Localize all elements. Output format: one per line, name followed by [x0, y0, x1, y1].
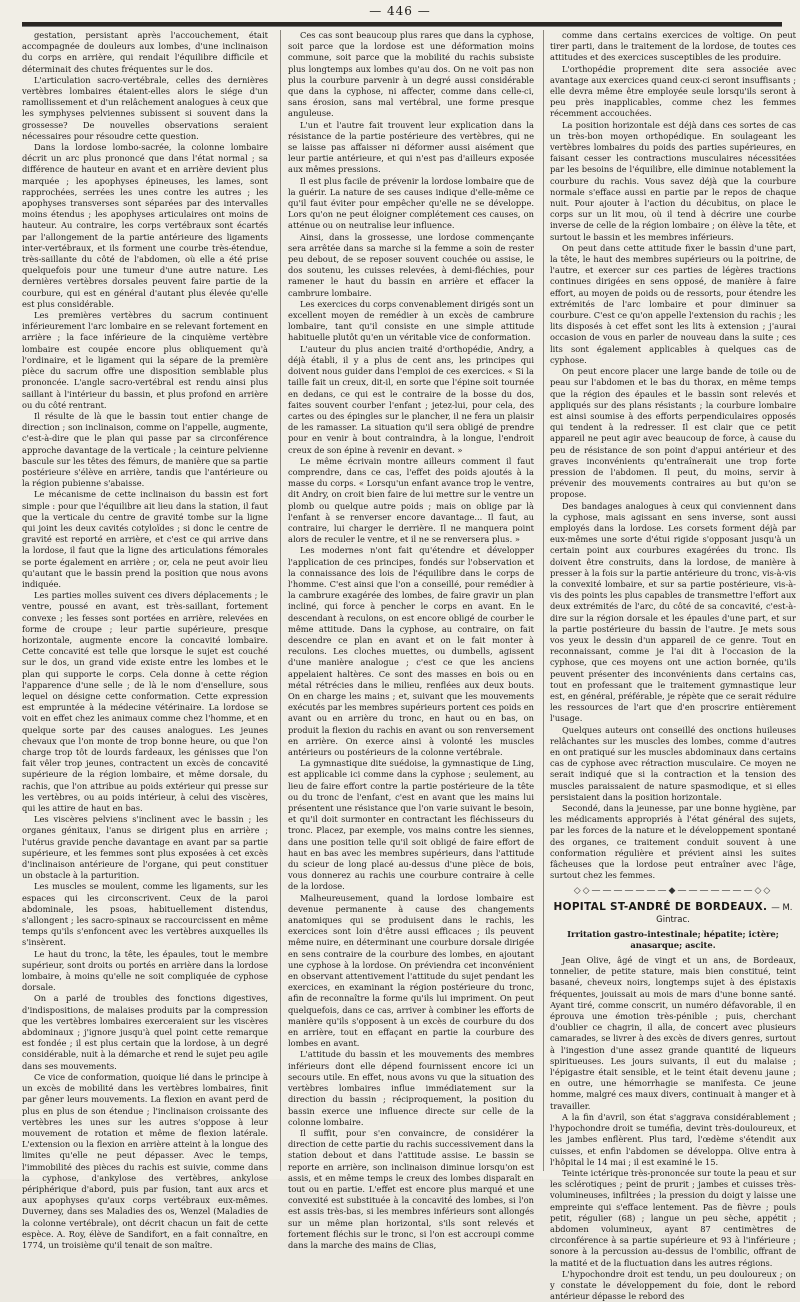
paragraph: Il est plus facile de prévenir la lordose lombaire que de la guérir. La nature de ses causes indique d'elle-même ce qu'il faut éviter pour empêcher qu'elle ne se développe. Lors qu'on ne peut éloigner complétement ces causes, on atténue ou on neutralise leur influence.: [288, 175, 534, 231]
paragraph: Les muscles se moulent, comme les ligaments, sur les espaces qui les circonscrivent. Ceux de la paroi abdominale, les psoas, habituellement distendus, s'allongent ; les sacro-spinaux se raccourcissent en même temps qu'ils s'enfoncent avec les vertèbres auxquelles ils s'insèrent.: [22, 881, 268, 948]
paragraph: On peut dans cette attitude fixer le bassin d'une part, la tête, le haut des membres supérieurs ou la poitrine, de l'autre, et exercer sur ces parties de légères tractions continues dirigées en sens opposé, de manière à faire effort, au moyen de poids ou de ressorts, pour étendre les extrémités de l'arc lombaire et pour diminuer sa courbure. C'est ce qu'on appelle l'extension du rachis ; les lits disposés à cet effet sont les lits à extension ; j'aurai occasion de vous en parler de nouveau dans la suite ; ces lits sont également applicables à quelques cas de cyphose.: [550, 242, 796, 365]
paragraph: Les parties molles suivent ces divers déplacements ; le ventre, poussé en avant, est très-saillant, fortement convexe ; les fesses sont portées en arrière, relevées en forme de croupe ; leur partie supérieure, presque horizontale, augmente encore la concavité lombaire. Cette concavité est telle que lorsque le sujet est couché sur le dos, un grand vide existe entre les lombes et le plan qui supporte le corps. Cela donne à cette région l'apparence d'une selle ; de là le nom d'ensellure, sous lequel on désigne cette conformation. Cette expression est empruntée à la médecine vétérinaire. La lordose se voit en effet chez les animaux comme chez l'homme, et en quelque sorte par des causes analogues. Les jeunes chevaux que l'on monte de trop bonne heure, ou que l'on charge trop tôt de lourds fardeaux, les génisses que l'on fait vêler trop jeunes, contractent un excès de concavité supérieure de la région lombaire, et même dorsale, du rachis, que l'on attribue au poids extérieur qui presse sur les vertèbres, ou au poids intérieur, à celui des viscères, qui les attire de haut en bas.: [22, 590, 268, 814]
paragraph: Secondé, dans la jeunesse, par une bonne hygiène, par les médicaments appropriés à l'état général des sujets, par les forces de la nature et le développement spontané des organes, ce traitement conduit souvent à une conformation régulière et prévient ainsi les suites fâcheuses que la lordose peut entraîner avec l'âge, surtout chez les femmes.: [550, 803, 796, 881]
paragraph: Le mécanisme de cette inclinaison du bassin est fort simple : pour que l'équilibre ait lieu dans la station, il faut que la verticale du centre de gravité tombe sur la ligne qui joint les deux cavités cotyloïdes ; si donc le centre de gravité est reporté en arrière, et c'est ce qui arrive dans la lordose, il faut que la ligne des articulations fémorales se porte également en arrière ; or, cela ne peut avoir lieu qu'autant que le bassin prend la position que nous avons indiquée.: [22, 489, 268, 589]
paragraph: comme dans certains exercices de voltige. On peut tirer parti, dans le traitement de la lordose, de toutes ces attitudes et des exercices susceptibles de les produire.: [550, 30, 796, 63]
paragraph: Malheureusement, quand la lordose lombaire est devenue permanente à cause des changements anatomiques qui se produisent dans le rachis, les exercices sont loin d'être aussi efficaces ; ils peuvent même nuire, en déterminant une courbure dorsale dirigée en sens contraire de la courbure des lombes, en ajoutant une cyphose à la lordose. On préviendra cet inconvénient en observant attentivement l'attitude du sujet pendant les exercices, en examinant la région postérieure du tronc, afin de reconnaître la forme qu'ils lui impriment. On peut quelquefois, dans ce cas, arriver à combiner les efforts de manière qu'ils s'opposent à un excès de courbure du dos en arrière, tout en effaçant en partie la courbure des lombes en avant.: [288, 892, 534, 1049]
paragraph: Le haut du tronc, la tête, les épaules, tout le membre supérieur, sont droits ou portés en arrière dans la lordose lombaire, à moins qu'elle ne soit compliquée de cyphose dorsale.: [22, 948, 268, 993]
section-ornament: ◇◇———————◆———————◇◇: [573, 886, 773, 897]
column-middle: [288, 30, 534, 1250]
column-left: [22, 30, 268, 1250]
column-divider: [543, 30, 544, 1171]
paragraph: Ces cas sont beaucoup plus rares que dans la cyphose, soit parce que la lordose est une déformation moins commune, soit parce que la mobilité du rachis subsiste plus longtemps aux lombes qu'au dos. On ne voit pas non plus la courbure parvenir à un degré aussi considérable que dans la cyphose, ni affecter, comme dans celle-ci, sans érosion, sans mal vertébral, une forme presque anguleuse.: [288, 30, 534, 119]
paragraph: La position horizontale est déjà dans ces sortes de cas un très-bon moyen orthopédique. En soulageant les vertèbres lombaires du poids des parties supérieures, en faisant cesser les contractions musculaires nécessitées par les besoins de l'équilibre, elle diminue notablement la courbure du rachis. Vous savez déjà que la courbure normale s'efface aussi en partie par le repos de chaque nuit. Pour ajouter à l'action du décubitus, on place le corps sur un lit mou, où il tend à décrire une courbe inverse de celle de la région lombaire ; on élève la tête, et surtout le bassin et les membres inférieurs.: [550, 119, 796, 242]
paragraph: Les viscères pelviens s'inclinent avec le bassin ; les organes génitaux, l'anus se dirigent plus en arrière ; l'utérus gravide penche davantage en avant par sa partie supérieure, et les femmes sont plus exposées à cet excès d'inclinaison antérieure de l'organe, qui peut constituer un obstacle à la parturition.: [22, 814, 268, 881]
section-heading: [550, 902, 796, 926]
paragraph: A la fin d'avril, son état s'aggrava considérablement ; l'hypochondre droit se tuméfia, devint très-douloureux, et les jambes enflèrent. Plus tard, l'œdème s'étendit aux cuisses, et enfin l'abdomen se développa. Olive entra à l'hôpital le 14 mai ; il est examiné le 15.: [550, 1111, 796, 1167]
lordose-conclusion: [550, 30, 796, 881]
paragraph: gestation, persistant après l'accouchement, était accompagnée de douleurs aux lombes, d'une inclinaison du corps en arrière, qui rendait l'équilibre difficile et déterminait des chutes fréquentes sur le dos.: [22, 30, 268, 74]
paragraph: Quelques auteurs ont conseillé des onctions huileuses relâchantes sur les muscles des lombes, comme d'autres en ont pratiqué sur les muscles abdominaux dans certains cas de cyphose avec rétraction musculaire. Ce moyen ne serait indiqué que si la contraction et la tension des muscles paraissaient de nature spasmodique, et si elles persistaient dans la position horizontale.: [550, 724, 796, 802]
paragraph: Teinte ictérique très-prononcée sur toute la peau et sur les sclérotiques ; peint de prurit ; jambes et cuisses très-volumineuses, infiltrées ; la pression du doigt y laisse une empreinte qui s'efface lentement. Pas de fièvre ; pouls petit, régulier (68) ; langue un peu sèche, appétit ; abdomen volumineux, ayant 87 centimètres de circonférence à sa partie supérieure et 93 à l'inférieure ; sonore à la percussion au-dessus de l'ombilic, offrant de la matité et de la fluctuation dans les autres régions.: [550, 1167, 796, 1268]
paragraph: L'orthopédie proprement dite sera associée avec avantage aux exercices quand ceux-ci seront insuffisants ; elle devra même être employée seule lorsqu'ils seront à peu près inapplicables, comme chez les femmes récemment accouchées.: [550, 63, 796, 119]
paragraph: Les premières vertèbres du sacrum continuent inférieurement l'arc lombaire en se relevant fortement en arrière ; la face inférieure de la cinquième vertèbre lombaire est coupée encore plus obliquement qu'à l'ordinaire, et le ligament qui la sépare de la première pièce du sacrum offre une disposition semblable plus prononcée. L'angle sacro-vertébral est rendu ainsi plus saillant à l'intérieur du bassin, et plus profond en arrière ou du côté rentrant.: [22, 310, 268, 410]
page-number: — 446 —: [369, 4, 431, 18]
paragraph: L'auteur du plus ancien traité d'orthopédie, Andry, a déjà établi, il y a plus de cent ans, les principes qui doivent nous guider dans l'emploi de ces exercices. « Si la taille fait un creux, dit-il, en sorte que l'épine soit tournée en dedans, ce qui est le contraire de la bosse du dos, faites souvent courber l'enfant ; jetez-lui, pour cela, des cartes ou des épingles sur le plancher, il ne fera un plaisir de les ramasser. La situation qu'il sera obligé de prendre pour en venir à bout contraindra, à la longue, l'endroit creux de son épine à revenir en devant. »: [288, 343, 534, 455]
paragraph: On a parlé de troubles des fonctions digestives, d'indispositions, de malaises produits par la compression que les vertèbres lombaires exerceraient sur les viscères abdominaux ; j'ignore jusqu'à quel point cette remarque est fondée ; il est plus certain que la lordose, à un degré considérable, nuit à la démarche et rend le sujet peu agile dans ses mouvements.: [22, 993, 268, 1071]
section-author: — M. Gintrac.: [656, 902, 793, 925]
paragraph: La gymnastique dite suédoise, la gymnastique de Ling, est applicable ici comme dans la cyphose ; seulement, au lieu de faire effort contre la partie postérieure de la tête ou du tronc de l'enfant, c'est en avant que les mains lui présentent une résistance que l'on varie suivant le besoin, et qu'il doit surmonter en contractant les fléchisseurs du tronc. Placez, par exemple, vos mains contre les siennes, dans une position telle qu'il soit obligé de faire effort de haut en bas avec les membres supérieurs, dans l'attitude du scieur de long placé au-dessus d'une pièce de bois, vous donnerez au rachis une courbure contraire à celle de la lordose.: [288, 758, 534, 892]
paragraph: L'un et l'autre fait trouvent leur explication dans la résistance de la partie postérieure des vertèbres, qui ne se laisse pas affaisser ni déformer aussi aisément que leur partie antérieure, et qui n'est pas d'ailleurs exposée aux mêmes pressions.: [288, 119, 534, 175]
case-report: [550, 955, 796, 1302]
paragraph: Il résulte de là que le bassin tout entier change de direction ; son inclinaison, comme on l'appelle, augmente, c'est-à-dire que le plan qui passe par sa circonférence approche davantage de la verticale ; la ceinture pelvienne bascule sur les têtes des fémurs, de manière que sa partie postérieure s'élève en arrière, tandis que l'antérieure ou la région pubienne s'abaisse.: [22, 410, 268, 489]
header-rule: [22, 22, 782, 27]
hospital-name: HOPITAL ST-ANDRÉ DE BORDEAUX.: [553, 900, 768, 913]
paragraph: Jean Olive, âgé de vingt et un ans, de Bordeaux, tonnelier, de petite stature, mais bien constitué, teint basané, cheveux noirs, longtemps sujet à des épistaxis fréquentes, jouissait au mois de mars d'une bonne santé. Ayant tiré, comme conscrit, un numéro défavorable, il en éprouva une émotion très-pénible ; puis, cherchant d'oublier ce chagrin, il alla, de concert avec plusieurs camarades, se livrer à des excès de divers genres, surtout à l'ingestion d'une assez grande quantité de liqueurs spiritueuses. Les jours suivants, il eut du malaise ; l'épigastre était sensible, et le teint était devenu jaune ; en outre, une hémorrhagie se manifesta. Ce jeune homme, malgré ces maux divers, continuait à manger et à travailler.: [550, 955, 796, 1111]
paragraph: Les modernes n'ont fait qu'étendre et développer l'application de ces principes, fondés sur l'observation et la connaissance des lois de l'équilibre dans le corps de l'homme. C'est ainsi que l'on a conseillé, pour remédier à la cambrure exagérée des lombes, de faire gravir un plan incliné, qui force à pencher le corps en avant. En le descendant à reculons, on est encore obligé de courber le même attitude. Dans la cyphose, au contraire, on fait descendre ce plan en avant et on le fait monter à reculons. Les cloches muettes, ou dumbells, agissent d'une manière analogue ; c'est ce que les anciens appelaient haltères. Ce sont des masses en bois ou en métal rétrécies dans le milieu, renflées aux deux bouts. On en charge les mains ; et, suivant que les mouvements exécutés par les membres supérieurs portent ces poids en avant ou en arrière du tronc, en haut ou en bas, on produit la flexion du rachis en avant ou son renversement en arrière. On exerce ainsi à volonté les muscles antérieurs ou postérieurs de la colonne vertébrale.: [288, 545, 534, 757]
paragraph: Il suffit, pour s'en convaincre, de considérer la direction de cette partie du rachis successivement dans la station debout et dans l'attitude assise. Le bassin se reporte en arrière, son inclinaison diminue lorsqu'on est assis, et en même temps le creux des lombes disparaît en tout ou en partie. L'effet est encore plus marqué et une convexité est substituée à la concavité des lombes, si l'on est assis très-bas, si les membres inférieurs sont allongés sur un même plan horizontal, s'ils sont relevés et fortement fléchis sur le tronc, si l'on est accroupi comme dans la marche des mains de Clias,: [288, 1127, 534, 1250]
paragraph: L'attitude du bassin et les mouvements des membres inférieurs dont elle dépend fournissent encore ici un secours utile. En effet, nous avons vu que la situation des vertèbres lombaires influe immédiatement sur la direction du bassin ; réciproquement, la position du bassin exerce une influence directe sur celle de la colonne lombaire.: [288, 1049, 534, 1127]
paragraph: L'articulation sacro-vertébrale, celles des dernières vertèbres lombaires étaient-elles alors le siége d'un ramollissement et d'un relâchement analogues à ceux que les symphyses pelviennes subissent si souvent dans la grossesse? De nouvelles observations seraient nécessaires pour résoudre cette question.: [22, 74, 268, 141]
paragraph: Des bandages analogues à ceux qui conviennent dans la cyphose, mais agissant en sens inverse, sont aussi employés dans la lordose. Les corsets forment déjà par eux-mêmes une sorte d'étui rigide s'opposant jusqu'à un certain point aux courbures exagérées du tronc. Ils doivent être construits, dans la lordose, de manière à presser à la fois sur la partie antérieure du tronc, vis-à-vis la convexité lombaire, et sur sa partie postérieure, vis-à-vis des points les plus capables de transmettre l'effort aux deux extrémités de l'arc, du côté de sa concavité, c'est-à-dire sur la région dorsale et les épaules d'une part, et sur la partie postérieure du bassin de l'autre. Je mets sous vos yeux le dessin d'un appareil de ce genre. Tout en reconnaissant, comme je l'ai dit à l'occasion de la cyphose, que ces moyens ont une action bornée, qu'ils peuvent présenter des inconvénients dans certains cas, tout en professant que le traitement gymnastique leur est, en général, préférable, je répète que ce serait réduire les ressources de l'art que d'en proscrire entièrement l'usage.: [550, 500, 796, 724]
paragraph: Le même écrivain montre ailleurs comment il faut comprendre, dans ce cas, l'effet des poids ajoutés à la masse du corps. « Lorsqu'un enfant avance trop le ventre, dit Andry, on croit bien faire de lui mettre sur le ventre un plomb ou quelque autre poids ; mais on oblige par là l'enfant à se renverser encore davantage... Il faut, au contraire, lui charger le derrière. Il ne manquera point alors de reculer le ventre, et il ne se renversera plus. »: [288, 455, 534, 545]
paragraph: Ainsi, dans la grossesse, une lordose commençante sera arrêtée dans sa marche si la femme a soin de rester peu debout, de se reposer souvent couchée ou assise, le dos soutenu, les cuisses relevées, à demi-fléchies, pour ramener le haut du bassin en arrière et effacer la cambrure lombaire.: [288, 231, 534, 298]
paragraph: Dans la lordose lombo-sacrée, la colonne lombaire décrit un arc plus prononcé que dans l'état normal ; sa différence de hauteur en avant et en arrière devient plus marquée ; les apophyses épineuses, les lames, sont rapprochées, serrées les unes contre les autres ; les apophyses transverses sont séparées par des intervalles moins étendus ; les apophyses articulaires ont moins de hauteur. Au contraire, les corps vertébraux sont écartés par l'allongement de la partie antérieure des ligaments inter-vertébraux, et ils forment une courbe très-étendue, très-saillante du côté de l'abdomen, où elle a été prise quelquefois pour une tumeur d'une autre nature. Les dernières vertèbres dorsales peuvent faire partie de la courbure, qui est en général d'autant plus élevée qu'elle est plus considérable.: [22, 142, 268, 309]
case-title: Irritation gastro-intestinale; hépatite; ictère; anasarque; ascite.: [567, 929, 779, 951]
paragraph: Ce vice de conformation, quoique lié dans le principe à un excès de mobilité dans les vertèbres lombaires, finit par gêner leurs mouvements. La flexion en avant perd de plus en plus de son étendue ; l'inclinaison croissante des vertèbres les unes sur les autres s'oppose à leur mouvement de rotation et même de flexion latérale. L'extension ou la flexion en arrière atteint à la longue des limites qu'elle ne peut dépasser. Avec le temps, l'immobilité des pièces du rachis est suivie, comme dans la cyphose, d'ankylose des vertèbres, ankylose périphérique d'abord, puis par fusion, tant aux arcs et aux apophyses qu'aux corps vertébraux eux-mêmes. Duverney, dans ses Maladies des os, Wenzel (Maladies de la colonne vertébrale), ont décrit chacun un fait de cette espèce. A. Roy, élève de Sandifort, en a fait connaître, en 1774, un troisième qu'il tenait de son maître.: [22, 1071, 268, 1250]
paragraph: L'hypochondre droit est tendu, un peu douloureux ; on y constate le développement du foie, dont le rebord antérieur dépasse le rebord des: [550, 1268, 796, 1302]
column-divider: [280, 30, 281, 1171]
column-right: [550, 30, 796, 1302]
paragraph: Les exercices du corps convenablement dirigés sont un excellent moyen de remédier à un excès de cambrure lombaire, tant qu'il consiste en une simple attitude habituelle plutôt qu'en un véritable vice de conformation.: [288, 298, 534, 343]
paragraph: On peut encore placer une large bande de toile ou de peau sur l'abdomen et le bas du thorax, en même temps que la région des épaules et le bassin sont relevés et appliqués sur des plans résistants ; la courbure lombaire est ainsi soumise à des efforts perpendiculaires opposés qui tendent à la redresser. Il est clair que ce petit appareil ne peut agir avec beaucoup de force, à cause du peu de résistance de son point d'appui antérieur et des graves inconvénients qu'entraînerait une trop forte pression de l'abdomen. Il peut, du moins, servir à prévenir des mouvements contraires au but qu'on se propose.: [550, 366, 796, 500]
